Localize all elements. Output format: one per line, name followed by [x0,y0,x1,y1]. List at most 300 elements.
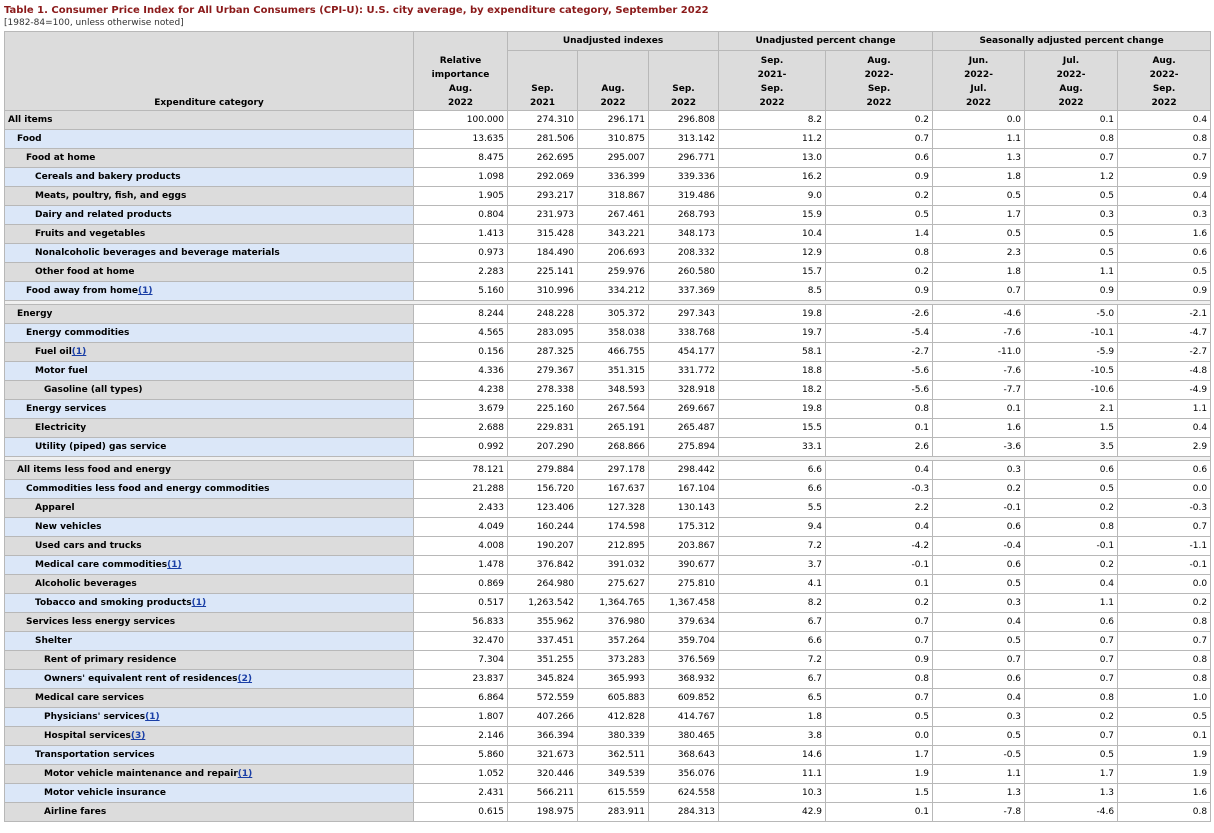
expenditure-category-cell [5,537,414,556]
category-name: Energy commodities [26,328,130,338]
value-cell: 1.4 [826,225,933,244]
value-cell: 0.1 [1118,727,1211,746]
table-row [5,651,1211,670]
value-cell: 0.2 [826,187,933,206]
value-cell: 343.221 [578,225,649,244]
value-cell: 0.6 [1025,461,1118,480]
table-row [5,206,1211,225]
value-cell: 2.431 [414,784,508,803]
value-cell: 4.008 [414,537,508,556]
category-name: Tobacco and smoking products [35,598,192,608]
table-row [5,305,1211,324]
value-cell: 0.3 [933,708,1025,727]
value-cell: 319.486 [649,187,719,206]
category-name: Meats, poultry, fish, and eggs [35,191,187,201]
footnote-link[interactable]: (1) [191,598,207,608]
value-cell: 14.6 [719,746,826,765]
value-cell: 19.7 [719,324,826,343]
value-cell: 203.867 [649,537,719,556]
table-row [5,746,1211,765]
value-cell: 466.755 [578,343,649,362]
value-cell: 0.8 [826,670,933,689]
value-cell: 296.771 [649,149,719,168]
value-cell: 8.5 [719,282,826,301]
value-cell: 10.4 [719,225,826,244]
value-cell: 8.475 [414,149,508,168]
category-name: Physicians' services [44,712,146,722]
expenditure-category-cell [5,244,414,263]
value-cell: 0.992 [414,438,508,457]
value-cell: 0.0 [1118,480,1211,499]
value-cell: 0.4 [826,518,933,537]
value-cell: 0.5 [826,708,933,727]
value-cell: 379.634 [649,613,719,632]
value-cell: 0.5 [933,632,1025,651]
category-name: Motor vehicle maintenance and repair [44,769,238,779]
header-relative-importance: Relative importance Aug. 2022 [414,32,508,111]
value-cell: 296.171 [578,111,649,130]
value-cell: 0.6 [1118,244,1211,263]
value-cell: 2.9 [1118,438,1211,457]
value-cell: 0.5 [933,187,1025,206]
value-cell: 1.8 [933,263,1025,282]
value-cell: 0.9 [826,282,933,301]
value-cell: 414.767 [649,708,719,727]
value-cell: 0.8 [1025,518,1118,537]
value-cell: 0.2 [1025,556,1118,575]
value-cell: 328.918 [649,381,719,400]
expenditure-category-cell [5,438,414,457]
value-cell: 605.883 [578,689,649,708]
value-cell: 0.6 [1118,461,1211,480]
value-cell: 0.6 [933,518,1025,537]
value-cell: 0.804 [414,206,508,225]
value-cell: 609.852 [649,689,719,708]
value-cell: 21.288 [414,480,508,499]
value-cell: -5.0 [1025,305,1118,324]
value-cell: 0.2 [1025,499,1118,518]
value-cell: 6.7 [719,670,826,689]
category-name: Used cars and trucks [35,541,142,551]
value-cell: 6.5 [719,689,826,708]
value-cell: 355.962 [508,613,578,632]
category-name: Motor vehicle insurance [44,788,166,798]
value-cell: 5.860 [414,746,508,765]
value-cell: 225.141 [508,263,578,282]
value-cell: 331.772 [649,362,719,381]
value-cell: 0.6 [1025,613,1118,632]
value-cell: 454.177 [649,343,719,362]
value-cell: 1.1 [933,130,1025,149]
value-cell: 358.038 [578,324,649,343]
value-cell: 207.290 [508,438,578,457]
table-row [5,727,1211,746]
value-cell: 390.677 [649,556,719,575]
expenditure-category-cell [5,225,414,244]
footnote-link[interactable]: (1) [71,347,87,357]
table-row [5,282,1211,301]
value-cell: 0.7 [826,632,933,651]
value-cell: 19.8 [719,400,826,419]
value-cell: 8.2 [719,594,826,613]
value-cell: 212.895 [578,537,649,556]
expenditure-category-cell [5,651,414,670]
value-cell: 274.310 [508,111,578,130]
value-cell: 365.993 [578,670,649,689]
table-row [5,225,1211,244]
value-cell: 1.5 [1025,419,1118,438]
category-name: Gasoline (all types) [44,385,143,395]
table-row [5,594,1211,613]
value-cell: 275.810 [649,575,719,594]
value-cell: 1.7 [826,746,933,765]
value-cell: 4.1 [719,575,826,594]
header-period-8: Aug. 2022- Sep. 2022 [1118,51,1211,111]
value-cell: 0.517 [414,594,508,613]
value-cell: 572.559 [508,689,578,708]
value-cell: 2.3 [933,244,1025,263]
value-cell: 6.7 [719,613,826,632]
value-cell: 310.996 [508,282,578,301]
value-cell: 0.7 [826,613,933,632]
value-cell: 0.1 [933,400,1025,419]
value-cell: 337.369 [649,282,719,301]
expenditure-category-cell [5,168,414,187]
value-cell: 0.4 [1118,187,1211,206]
footnote-link[interactable]: (1) [138,286,153,296]
category-name: Fruits and vegetables [35,229,146,239]
category-name: Food away from home [26,286,139,296]
value-cell: 190.207 [508,537,578,556]
table-row [5,343,1211,362]
value-cell: -5.4 [826,324,933,343]
footnote-link[interactable]: (2) [237,674,253,684]
value-cell: 208.332 [649,244,719,263]
value-cell: 0.7 [1118,149,1211,168]
table-row [5,149,1211,168]
expenditure-category-cell [5,282,414,301]
value-cell: 18.8 [719,362,826,381]
value-cell: 293.217 [508,187,578,206]
value-cell: 376.980 [578,613,649,632]
value-cell: 7.304 [414,651,508,670]
value-cell: 56.833 [414,613,508,632]
value-cell: 0.7 [1118,518,1211,537]
header-unadjusted-indexes: Unadjusted indexes [508,32,719,51]
value-cell: 1.7 [933,206,1025,225]
value-cell: 225.160 [508,400,578,419]
expenditure-category-cell [5,111,414,130]
expenditure-category-cell [5,149,414,168]
value-cell: 1.1 [1025,263,1118,282]
value-cell: 0.8 [1118,670,1211,689]
value-cell: 2.146 [414,727,508,746]
header-expenditure-category: Expenditure category [5,32,414,111]
value-cell: 264.980 [508,575,578,594]
category-name: Motor fuel [35,366,88,376]
value-cell: 3.8 [719,727,826,746]
value-cell: -0.5 [933,746,1025,765]
value-cell: 32.470 [414,632,508,651]
value-cell: 8.2 [719,111,826,130]
category-name: All items [8,115,53,125]
table-row [5,111,1211,130]
value-cell: 0.3 [933,594,1025,613]
value-cell: 287.325 [508,343,578,362]
value-cell: 0.4 [826,461,933,480]
value-cell: 615.559 [578,784,649,803]
category-name: Alcoholic beverages [35,579,137,589]
value-cell: 357.264 [578,632,649,651]
value-cell: 23.837 [414,670,508,689]
footnote-link[interactable]: (1) [237,769,253,779]
value-cell: 351.315 [578,362,649,381]
value-cell: 0.4 [933,689,1025,708]
expenditure-category-cell [5,263,414,282]
value-cell: 348.173 [649,225,719,244]
category-name: Medical care commodities [35,560,168,570]
value-cell: 19.8 [719,305,826,324]
value-cell: 269.667 [649,400,719,419]
value-cell: 349.539 [578,765,649,784]
value-cell: -3.6 [933,438,1025,457]
value-cell: 0.0 [933,111,1025,130]
value-cell: 351.255 [508,651,578,670]
value-cell: 1.1 [933,765,1025,784]
table-row [5,803,1211,822]
value-cell: 334.212 [578,282,649,301]
value-cell: 315.428 [508,225,578,244]
value-cell: 3.5 [1025,438,1118,457]
value-cell: 0.0 [826,727,933,746]
value-cell: -0.3 [826,480,933,499]
value-cell: 0.8 [1118,130,1211,149]
value-cell: 0.5 [933,225,1025,244]
value-cell: 0.1 [1025,111,1118,130]
value-cell: 391.032 [578,556,649,575]
value-cell: -5.9 [1025,343,1118,362]
header-seasonally-adjusted-percent-change: Seasonally adjusted percent change [933,32,1211,51]
value-cell: 9.4 [719,518,826,537]
value-cell: 278.338 [508,381,578,400]
value-cell: 292.069 [508,168,578,187]
expenditure-category-cell [5,461,414,480]
expenditure-category-cell [5,784,414,803]
table-row [5,499,1211,518]
table-row [5,670,1211,689]
table-row [5,381,1211,400]
value-cell: 313.142 [649,130,719,149]
value-cell: -2.1 [1118,305,1211,324]
value-cell: 0.5 [1025,480,1118,499]
category-name: Apparel [35,503,75,513]
value-cell: 336.399 [578,168,649,187]
value-cell: 0.5 [1118,263,1211,282]
header-period-2: Aug. 2022 [578,51,649,111]
value-cell: 337.451 [508,632,578,651]
value-cell: 9.0 [719,187,826,206]
value-cell: 0.4 [1118,419,1211,438]
value-cell: 318.867 [578,187,649,206]
value-cell: -0.4 [933,537,1025,556]
table-row [5,632,1211,651]
value-cell: 0.8 [1025,689,1118,708]
value-cell: 0.2 [1118,594,1211,613]
value-cell: 1.0 [1118,689,1211,708]
category-name: Cereals and bakery products [35,172,181,182]
header-period-4: Sep. 2021- Sep. 2022 [719,51,826,111]
value-cell: 11.2 [719,130,826,149]
value-cell: 0.7 [933,282,1025,301]
value-cell: 380.465 [649,727,719,746]
value-cell: 0.8 [1118,803,1211,822]
category-name: Shelter [35,636,72,646]
expenditure-category-cell [5,381,414,400]
value-cell: 338.768 [649,324,719,343]
value-cell: 1.9 [826,765,933,784]
table-row [5,461,1211,480]
value-cell: 297.178 [578,461,649,480]
value-cell: 1.3 [933,149,1025,168]
value-cell: 100.000 [414,111,508,130]
value-cell: 0.8 [826,244,933,263]
value-cell: 1.413 [414,225,508,244]
value-cell: 0.5 [1118,708,1211,727]
table-row [5,689,1211,708]
value-cell: 0.156 [414,343,508,362]
value-cell: 298.442 [649,461,719,480]
value-cell: 296.808 [649,111,719,130]
value-cell: 15.7 [719,263,826,282]
value-cell: 0.7 [1118,632,1211,651]
value-cell: 7.2 [719,651,826,670]
value-cell: 6.6 [719,461,826,480]
value-cell: 4.336 [414,362,508,381]
value-cell: 279.367 [508,362,578,381]
value-cell: 0.7 [933,651,1025,670]
expenditure-category-cell [5,419,414,438]
value-cell: 5.5 [719,499,826,518]
value-cell: 4.238 [414,381,508,400]
category-name: Energy services [26,404,107,414]
value-cell: 16.2 [719,168,826,187]
footnote-link[interactable]: (3) [130,731,146,741]
value-cell: 339.336 [649,168,719,187]
header-period-5: Aug. 2022- Sep. 2022 [826,51,933,111]
value-cell: 2.1 [1025,400,1118,419]
expenditure-category-cell [5,324,414,343]
category-name: Commodities less food and energy commodities [26,484,270,494]
category-name: Utility (piped) gas service [35,442,167,452]
value-cell: -0.1 [826,556,933,575]
cpi-table [4,31,1211,822]
expenditure-category-cell [5,746,414,765]
value-cell: 1.6 [1118,784,1211,803]
expenditure-category-cell [5,670,414,689]
value-cell: 1.098 [414,168,508,187]
value-cell: 0.7 [826,689,933,708]
expenditure-category-cell [5,765,414,784]
expenditure-category-cell [5,632,414,651]
value-cell: -0.3 [1118,499,1211,518]
value-cell: 1,263.542 [508,594,578,613]
value-cell: 12.9 [719,244,826,263]
value-cell: 366.394 [508,727,578,746]
value-cell: 2.433 [414,499,508,518]
value-cell: -0.1 [933,499,1025,518]
value-cell: 13.635 [414,130,508,149]
value-cell: 4.565 [414,324,508,343]
expenditure-category-cell [5,575,414,594]
value-cell: 0.4 [1025,575,1118,594]
value-cell: 267.564 [578,400,649,419]
value-cell: -10.5 [1025,362,1118,381]
value-cell: 1.9 [1118,746,1211,765]
value-cell: -11.0 [933,343,1025,362]
value-cell: -2.7 [826,343,933,362]
value-cell: 167.637 [578,480,649,499]
value-cell: 1.807 [414,708,508,727]
table-row [5,244,1211,263]
value-cell: 248.228 [508,305,578,324]
value-cell: 127.328 [578,499,649,518]
value-cell: 10.3 [719,784,826,803]
value-cell: 0.7 [1025,651,1118,670]
value-cell: 281.506 [508,130,578,149]
value-cell: 0.5 [1025,244,1118,263]
value-cell: 260.580 [649,263,719,282]
value-cell: 0.7 [1025,149,1118,168]
value-cell: 320.446 [508,765,578,784]
expenditure-category-cell [5,400,414,419]
value-cell: 0.8 [1118,651,1211,670]
value-cell: 1.1 [1025,594,1118,613]
footnote-link[interactable]: (1) [167,560,182,570]
value-cell: -4.6 [1025,803,1118,822]
value-cell: 275.627 [578,575,649,594]
value-cell: 1.6 [1118,225,1211,244]
value-cell: 5.160 [414,282,508,301]
value-cell: 368.643 [649,746,719,765]
value-cell: 3.679 [414,400,508,419]
value-cell: 0.5 [933,727,1025,746]
value-cell: 4.049 [414,518,508,537]
value-cell: 0.1 [826,575,933,594]
value-cell: 345.824 [508,670,578,689]
value-cell: 0.9 [1118,168,1211,187]
value-cell: 6.6 [719,632,826,651]
value-cell: -1.1 [1118,537,1211,556]
value-cell: -4.9 [1118,381,1211,400]
value-cell: 15.5 [719,419,826,438]
table-title: Table 1. Consumer Price Index for All Urban Consumers (CPI-U): U.S. city average, by expenditure category, September 2022 [4,5,709,16]
value-cell: 33.1 [719,438,826,457]
value-cell: -10.6 [1025,381,1118,400]
footnote-link[interactable]: (1) [145,712,160,722]
value-cell: 0.1 [826,803,933,822]
value-cell: 0.5 [1025,225,1118,244]
value-cell: 3.7 [719,556,826,575]
value-cell: 376.842 [508,556,578,575]
value-cell: 275.894 [649,438,719,457]
category-name: Food [17,134,42,144]
value-cell: 0.3 [933,461,1025,480]
header-period-3: Sep. 2022 [649,51,719,111]
table-row [5,537,1211,556]
value-cell: -4.7 [1118,324,1211,343]
table-row [5,575,1211,594]
value-cell: -5.6 [826,362,933,381]
